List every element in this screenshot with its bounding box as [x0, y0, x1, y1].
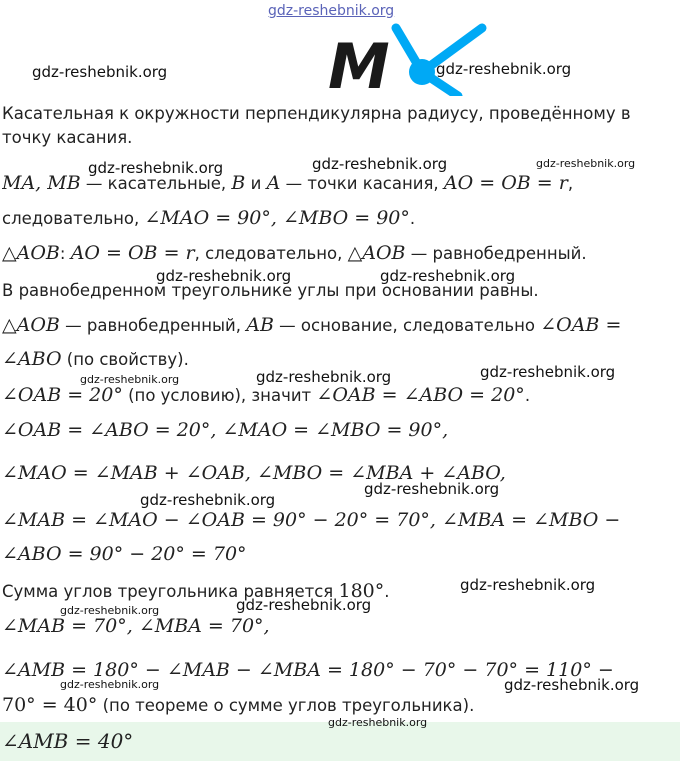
- math: ∠MAB = 70°, ∠MBA = 70°,: [2, 615, 270, 637]
- text: (по условию), значит: [122, 386, 317, 405]
- math: ∠MAO = 90°, ∠MBO = 90°: [144, 207, 410, 229]
- text: В равнобедренном треугольнике углы при основании равны.: [2, 281, 539, 300]
- text: .: [384, 582, 390, 601]
- watermark: gdz-reshebnik.org: [380, 267, 516, 285]
- math: ∠ABO = 90° − 20° = 70°: [2, 543, 247, 565]
- math: ∠OAB =: [540, 314, 622, 336]
- text: — равнобедренный.: [405, 244, 587, 263]
- watermark: gdz-reshebnik.org: [156, 267, 292, 285]
- math: ∠AMB = 180° − ∠MAB − ∠MBA = 180° − 70° − 70° = 110° −: [2, 659, 614, 681]
- logo-letter: M: [328, 30, 390, 96]
- math: ∠OAB = ∠ABO = 20°, ∠MAO = ∠MBO = 90°,: [2, 419, 449, 441]
- solution-line-2: [2, 207, 678, 230]
- solution-line-9: [2, 462, 678, 485]
- solution-line-4: [2, 280, 678, 302]
- math: 70° = 40°: [2, 694, 98, 716]
- text: — основание, следовательно: [273, 316, 541, 335]
- solution-line-7: [2, 384, 678, 407]
- watermark: gdz-reshebnik.org: [256, 368, 392, 386]
- math: B: [231, 172, 246, 194]
- text: — точки касания,: [280, 174, 444, 193]
- logo: [322, 22, 490, 96]
- watermark: gdz-reshebnik.org: [312, 155, 448, 173]
- watermark: gdz-reshebnik.org: [536, 157, 636, 170]
- text: .: [524, 386, 531, 405]
- text: и: [245, 174, 267, 193]
- text: :: [59, 244, 71, 263]
- watermark: gdz-reshebnik.org: [460, 576, 596, 594]
- text: (по свойству).: [61, 350, 189, 369]
- watermark: gdz-reshebnik.org: [60, 604, 160, 617]
- watermark: gdz-reshebnik.org: [80, 373, 180, 386]
- math: 180°: [338, 580, 385, 602]
- site-link[interactable]: gdz-reshebnik.org: [268, 3, 395, 19]
- watermark: gdz-reshebnik.org: [236, 596, 372, 614]
- math: △AOB: [2, 314, 60, 336]
- math: ∠OAB = 20°: [2, 384, 123, 406]
- watermark: gdz-reshebnik.org: [88, 159, 224, 177]
- math: MA, MB: [2, 172, 81, 194]
- math: AO = OB = r: [443, 172, 568, 194]
- math: A: [266, 172, 281, 194]
- text: ,: [567, 174, 574, 193]
- solution-line-13: [2, 615, 678, 638]
- text: , следовательно,: [194, 244, 348, 263]
- math: △AOB: [347, 242, 406, 264]
- text: — касательные,: [80, 174, 232, 193]
- watermark: gdz-reshebnik.org: [328, 716, 428, 729]
- solution-line-15: [2, 694, 678, 717]
- math: ∠ABO: [2, 348, 62, 370]
- text: — равнобедренный,: [59, 316, 247, 335]
- text: (по теореме о сумме углов треугольника).: [97, 696, 475, 715]
- math: AB: [246, 314, 274, 336]
- text: Сумма углов треугольника равняется: [2, 582, 339, 601]
- watermark: gdz-reshebnik.org: [480, 363, 616, 381]
- watermark: gdz-reshebnik.org: [140, 491, 276, 509]
- solution-line-8: [2, 419, 678, 442]
- watermark: gdz-reshebnik.org: [32, 63, 168, 81]
- watermark: gdz-reshebnik.org: [60, 678, 160, 691]
- text: следовательно,: [2, 209, 145, 228]
- answer-text: ∠AMB = 40°: [2, 729, 134, 753]
- math: ∠MAO = ∠MAB + ∠OAB, ∠MBO = ∠MBA + ∠ABO,: [2, 462, 506, 484]
- theory-text: Касательная к окружности перпендикулярна радиусу, проведённому в точку касания.: [2, 104, 631, 147]
- math: AO = OB = r: [70, 242, 195, 264]
- watermark: gdz-reshebnik.org: [436, 60, 572, 78]
- solution-line-10: [2, 509, 678, 532]
- watermark: gdz-reshebnik.org: [504, 676, 640, 694]
- solution-line-3: [2, 242, 678, 265]
- solution-line-11: [2, 543, 678, 566]
- math: ∠OAB = ∠ABO = 20°: [316, 384, 525, 406]
- math: △AOB: [2, 242, 60, 264]
- text: .: [409, 209, 416, 228]
- solution-line-5: [2, 314, 678, 337]
- math: ∠MAB = ∠MAO − ∠OAB = 90° − 20° = 70°, ∠MBA = ∠MBO −: [2, 509, 621, 531]
- logo-dot-icon: [409, 59, 435, 85]
- watermark: gdz-reshebnik.org: [364, 480, 500, 498]
